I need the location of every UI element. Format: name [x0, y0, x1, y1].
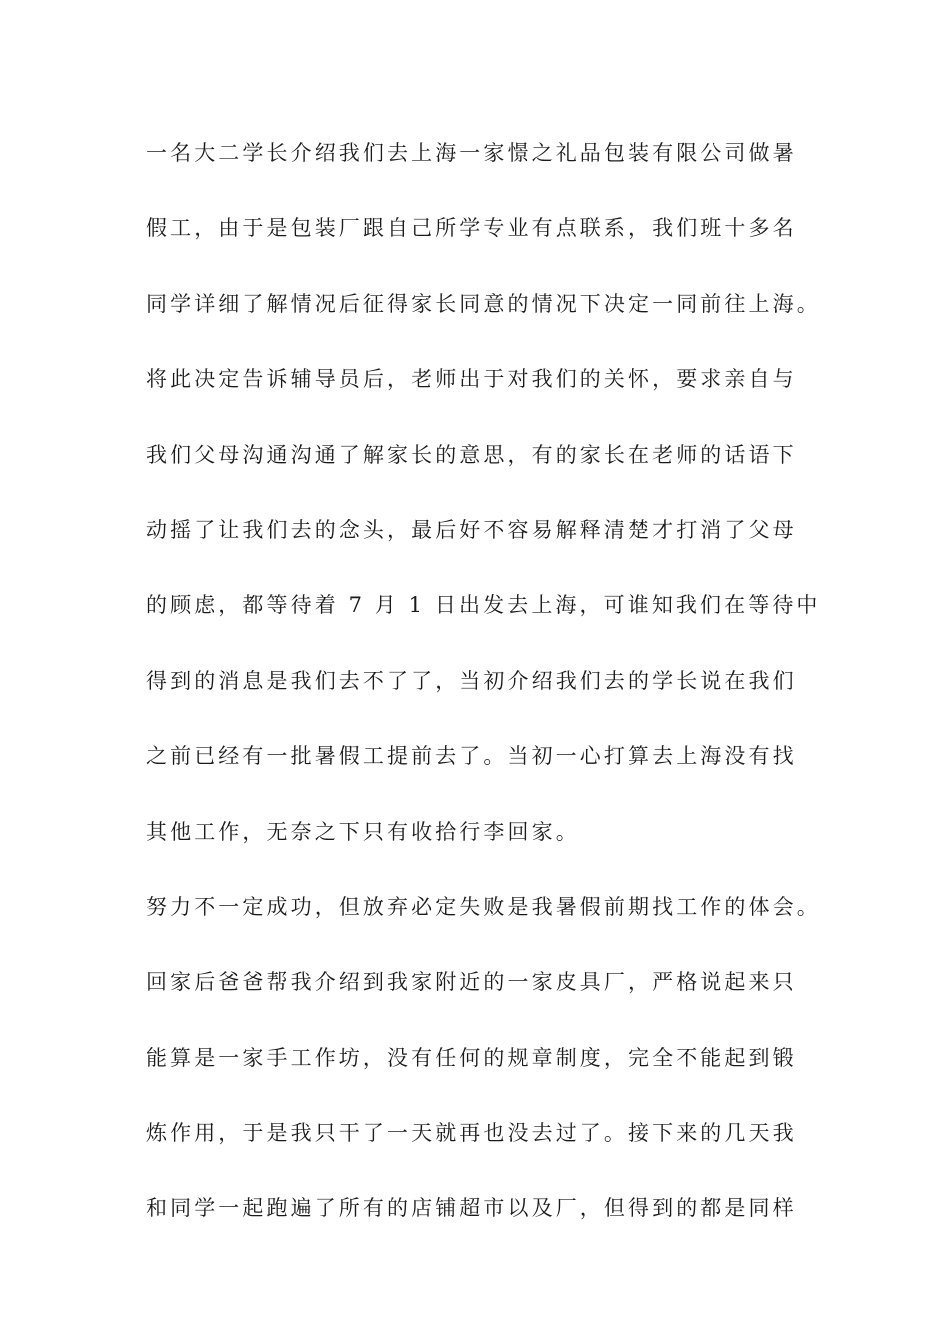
text-line-5: 我们父母沟通沟通了解家长的意思，有的家长在老师的话语下	[146, 442, 797, 467]
text-line-11: 努力不一定成功，但放弃必定失败是我暑假前期找工作的体会。	[146, 894, 821, 919]
text-line-15: 和同学一起跑遍了所有的店铺超市以及厂，但得到的都是同样	[146, 1196, 797, 1221]
text-line-3: 同学详细了解情况后征得家长同意的情况下决定一同前往上海。	[146, 291, 821, 316]
text-line-13: 能算是一家手工作坊，没有任何的规章制度，完全不能起到锻	[146, 1045, 797, 1070]
text-line-10: 其他工作，无奈之下只有收拾行李回家。	[146, 819, 580, 844]
text-line-2: 假工，由于是包装厂跟自己所学专业有点联系，我们班十多名	[146, 216, 797, 241]
text-line-14: 炼作用，于是我只干了一天就再也没去过了。接下来的几天我	[146, 1121, 797, 1146]
text-line-4: 将此决定告诉辅导员后，老师出于对我们的关怀，要求亲自与	[146, 367, 797, 392]
text-line-8: 得到的消息是我们去不了了，当初介绍我们去的学长说在我们	[146, 668, 797, 693]
text-line-9: 之前已经有一批暑假工提前去了。当初一心打算去上海没有找	[146, 744, 797, 769]
document-body	[146, 133, 836, 1264]
text-line-1: 一名大二学长介绍我们去上海一家憬之礼品包装有限公司做暑	[146, 141, 797, 165]
text-line-6: 动摇了让我们去的念头，最后好不容易解释清楚才打消了父母	[146, 517, 797, 542]
text-line-7: 的顾虑，都等待着 7 月 1 日出发去上海，可谁知我们在等待中	[146, 593, 821, 618]
text-line-12: 回家后爸爸帮我介绍到我家附近的一家皮具厂，严格说起来只	[146, 970, 797, 995]
